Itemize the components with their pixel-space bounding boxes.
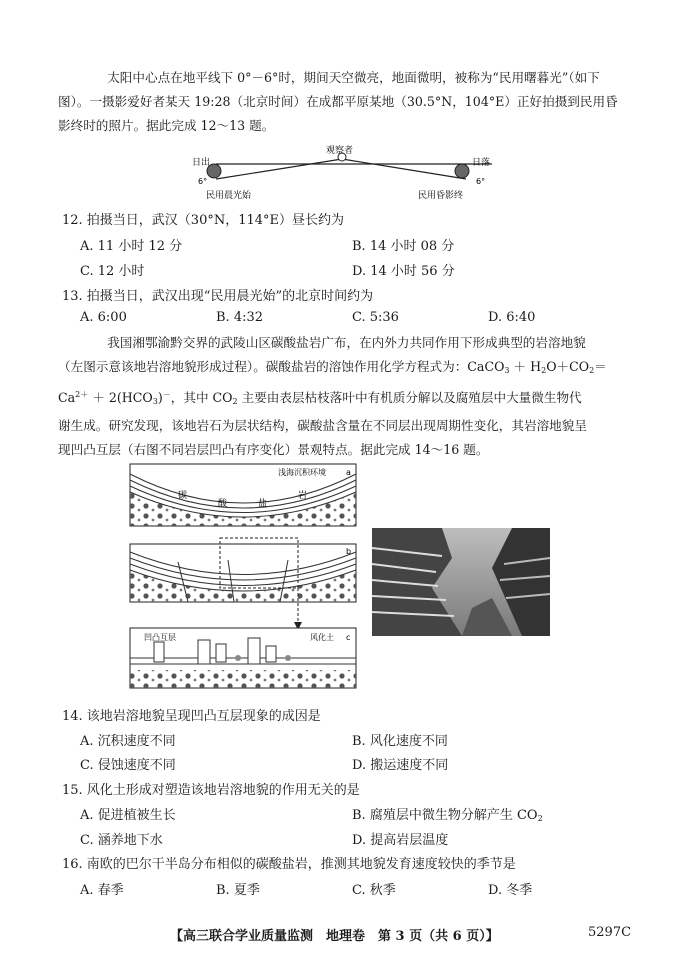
intro2-line4: 谢生成。研究发现，该地岩石为层状结构，碳酸盐含量在不同层出现周期性变化，其岩溶地貌呈 [58,418,587,433]
right-sightline [342,159,466,179]
panel-b [130,538,356,630]
observer-label: 观察者 [326,146,354,156]
intro-paragraph-2 [58,331,637,462]
intro1-line3: 影终时的照片。据此完成 12～13 题。 [58,118,275,133]
question-14-stem: 14. 该地岩溶地貌呈现凹凸互层现象的成因是 [62,709,321,724]
intro1-line1: 太阳中心点在地平线下 0°－6°时，期间天空微亮，地面微明，被称为“民用曙暮光”（如下 [107,70,600,85]
question-12-stem: 12. 拍摄当日，武汉（30°N，114°E）昼长约为 [62,213,345,228]
question-13-stem: 13. 拍摄当日，武汉出现“民用晨光始”的北京时间约为 [62,289,374,304]
q16-option-d: D. 冬季 [488,883,533,898]
q16-option-a: A. 春季 [80,883,124,898]
question-16-stem: 16. 南欧的巴尔干半岛分布相似的碳酸盐岩，推测其地貌发育速度较快的季节是 [62,857,516,872]
karst-landscape-photo [372,528,550,636]
interbedded-layers-label: 凹凸互层 [144,633,176,642]
q16-option-b: B. 夏季 [216,883,260,898]
q15-option-d: D. 提高岩层温度 [352,833,449,848]
panel-b-letter: b [346,547,352,556]
dawn-start-label: 民用晨光始 [206,191,252,201]
q16-option-c: C. 秋季 [352,883,396,898]
q15-option-c: C. 涵养地下水 [80,833,163,848]
q12-option-d: D. 14 小时 56 分 [352,264,455,279]
intro2-line1: 我国湘鄂渝黔交界的武陵山区碳酸盐岩广布，在内外力共同作用下形成典型的岩溶地貌 [107,335,586,350]
q15-option-a: A. 促进植被生长 [80,808,176,823]
q12-option-b: B. 14 小时 08 分 [352,239,455,254]
q14-option-d: D. 搬运速度不同 [352,758,449,773]
rock-label-char-2: 酸 [218,499,228,509]
q13-option-d: D. 6:40 [488,310,536,325]
panel-a-letter: a [346,468,351,477]
panel-c [130,628,356,688]
weathered-soil-label: 风化土 [310,633,334,642]
sun-right-icon [455,164,469,178]
q15-option-b: B. 腐殖层中微生物分解产生 $CO_2$ [352,808,543,823]
q12-option-a: A. 11 小时 12 分 [80,239,183,254]
sunset-label: 日落 [472,158,491,168]
right-degree-label: 6° [476,177,486,186]
intro2-line3: $Ca^{2+} + 2(HCO_3)^-$，其中 $CO_2$ 主要由表层枯枝落叶中有机质分解以及腐殖层中大量微生物代 [58,390,582,406]
paper-code: 5297C [588,925,632,940]
sunrise-label: 日出 [192,158,211,168]
left-degree-label: 6° [198,177,208,186]
question-15-stem: 15. 风化土形成对塑造该地岩溶地貌的作用无关的是 [62,783,360,798]
q12-option-c: C. 12 小时 [80,264,145,279]
shallow-sea-label: 浅海沉积环境 [278,468,326,477]
intro1-line2: 图）。一摄影爱好者某天 19:28（北京时间）在成都平原某地（30.5°N，104°E）正好拍摄到民用昏 [58,94,618,109]
page-footer: 【高三联合学业质量监测 地理卷 第 3 页（共 6 页）】 [170,929,499,944]
karst-formation-diagram [128,462,358,692]
rock-label-char-1: 碳 [178,491,188,501]
panel-a [130,464,356,526]
intro2-line2: （左图示意该地岩溶地貌形成过程）。碳酸盐岩的溶蚀作用化学方程式为：CaCO$_3$ ＋ $H_2O+CO_2=$ [58,359,607,375]
rock-label-char-4: 岩 [298,491,308,501]
intro-paragraph-1 [58,66,637,138]
q13-option-b: B. 4:32 [216,310,264,325]
left-sightline [216,159,342,179]
q13-option-a: A. 6:00 [80,310,127,325]
panel-c-letter: c [346,633,351,642]
q14-option-b: B. 风化速度不同 [352,734,448,749]
intro2-line5: 现凹凸互层（右图不同岩层凹凸有序变化）景观特点。据此完成 14～16 题。 [58,442,489,457]
q14-option-c: C. 侵蚀速度不同 [80,758,176,773]
q13-option-c: C. 5:36 [352,310,399,325]
civil-twilight-diagram [194,146,514,206]
dusk-end-label: 民用昏影终 [418,191,464,201]
rock-label-char-3: 盐 [258,499,268,509]
q14-option-a: A. 沉积速度不同 [80,734,176,749]
